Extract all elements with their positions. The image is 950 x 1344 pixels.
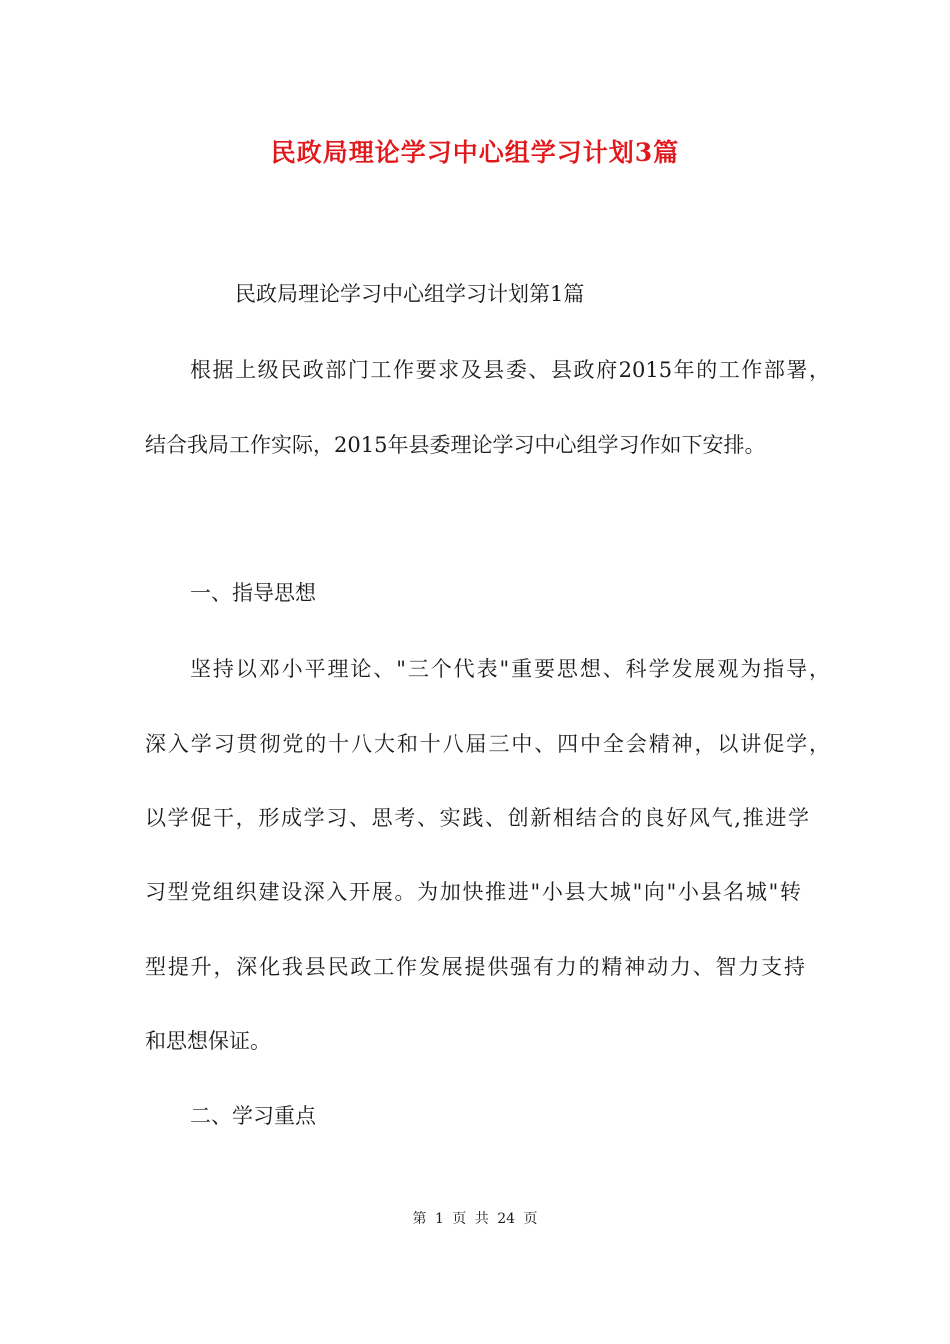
- intro-line-2: 结合我局工作实际，2015年县委理论学习中心组学习作如下安排。: [145, 433, 766, 457]
- section1-line-3: 以学促干，形成学习、思考、实践、创新相结合的良好风气,推进学: [145, 806, 809, 830]
- section1-line-2: 深入学习贯彻党的十八大和十八届三中、四中全会精神，以讲促学，: [145, 732, 830, 756]
- section1-heading: 一、指导思想: [190, 581, 316, 605]
- section1-line-1: 坚持以邓小平理论、"三个代表"重要思想、科学发展观为指导，: [190, 657, 830, 681]
- section2-heading: 二、学习重点: [190, 1104, 316, 1128]
- section1-line-6: 和思想保证。: [145, 1029, 271, 1053]
- page-number: 第 1 页 共 24 页: [412, 1211, 538, 1227]
- section1-line-5: 型提升，深化我县民政工作发展提供强有力的精神动力、智力支持: [145, 955, 805, 979]
- section1-line-4: 习型党组织建设深入开展。为加快推进"小县大城"向"小县名城"转: [145, 880, 801, 904]
- subtitle: 民政局理论学习中心组学习计划第1篇: [235, 282, 585, 306]
- document-title: 民政局理论学习中心组学习计划3篇: [270, 138, 680, 167]
- intro-line-1: 根据上级民政部门工作要求及县委、县政府2015年的工作部署，: [190, 358, 830, 382]
